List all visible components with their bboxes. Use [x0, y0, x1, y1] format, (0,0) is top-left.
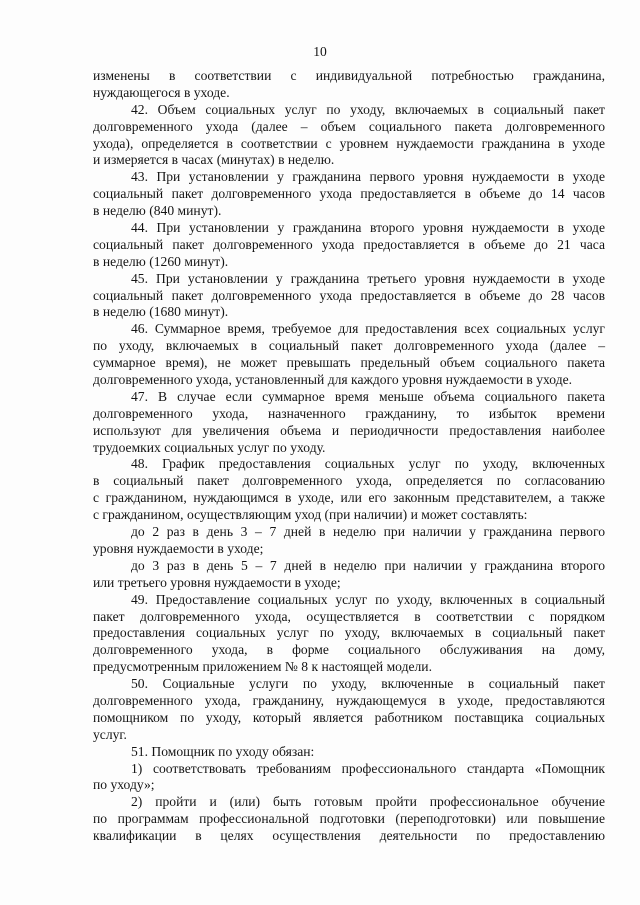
paragraph-line: и измеряется в часах (минутах) в неделю.	[93, 152, 335, 168]
paragraph-line: в неделю (840 минут).	[93, 203, 222, 219]
paragraph-line: 45. При установлении у гражданина третьего уровня нуждаемости в уходе	[131, 270, 605, 286]
paragraph-line: долговременного ухода, гражданину, нуждающемуся в уходе, предоставляются	[93, 692, 605, 708]
paragraph-line: долговременного ухода, назначенного гражданину, то избыток времени	[93, 405, 605, 421]
paragraph-line: помощником по уходу, который является работником поставщика социальных	[93, 709, 605, 725]
paragraph-47	[93, 389, 605, 457]
schedule-item-level-2-3	[93, 558, 605, 592]
paragraph-line: в неделю (1680 минут).	[93, 304, 229, 320]
paragraph-line: 48. График предоставления социальных услуг по уходу, включенных	[131, 456, 605, 472]
paragraph-line: 2) пройти и (или) быть готовым пройти профессиональное обучение	[131, 794, 605, 810]
duty-item-1	[93, 761, 605, 795]
paragraph-line: изменены в соответствии с индивидуальной потребностью гражданина,	[93, 68, 605, 83]
paragraph-line: с гражданином, осуществляющим уход (при наличии) и может составлять:	[93, 507, 528, 523]
paragraph-line: используют для увеличения объема и периодичности предоставления наиболее	[93, 422, 605, 438]
paragraph-line: нуждающегося в уходе.	[93, 84, 230, 100]
paragraph-line: по программам профессиональной подготовки (переподготовки) или повышение	[93, 811, 605, 827]
paragraph-line: ухода), определяется в соответствии с уровнем нуждаемости гражданина в уходе	[93, 135, 605, 151]
paragraph-line: 42. Объем социальных услуг по уходу, включаемых в социальный пакет	[131, 101, 605, 117]
paragraph-51	[93, 744, 605, 761]
paragraph-line: до 2 раз в день 3 – 7 дней в неделю при наличии у гражданина первого	[131, 524, 605, 540]
page-number: 10	[313, 44, 327, 59]
paragraph-line: 1) соответствовать требованиям профессионального стандарта «Помощник	[131, 760, 605, 776]
paragraph-42	[93, 102, 605, 170]
paragraph-45	[93, 271, 605, 322]
paragraph-44	[93, 220, 605, 271]
paragraph-line: по уходу»;	[93, 777, 155, 793]
paragraph-line: услуг.	[93, 726, 127, 742]
paragraph-line: долговременного ухода, установленный для каждого уровня нуждаемости в уходе.	[93, 372, 573, 388]
duty-item-2	[93, 794, 605, 845]
paragraph-line: социальный пакет долговременного ухода предоставляется в объеме до 14 часов	[93, 186, 605, 202]
paragraph-46	[93, 321, 605, 389]
paragraph-line: трудоемких социальных услуг по уходу.	[93, 439, 326, 455]
schedule-item-level-1	[93, 524, 605, 558]
paragraph-line: до 3 раз в день 5 – 7 дней в неделю при наличии у гражданина второго	[131, 557, 605, 573]
paragraph-line: социальный пакет долговременного ухода предоставляется в объеме до 21 часа	[93, 236, 605, 252]
paragraph-line: с гражданином, нуждающимся в уходе, или его законным представителем, а также	[93, 490, 605, 506]
paragraph-48	[93, 456, 605, 524]
paragraph-line: в социальный пакет долговременного ухода, определяется по согласованию	[93, 473, 605, 489]
paragraph-line: или третьего уровня нуждаемости в уходе;	[93, 574, 341, 590]
paragraph-43	[93, 169, 605, 220]
paragraph-line: квалификации в целях осуществления деятельности по предоставлению	[93, 828, 605, 844]
paragraph-line: 43. При установлении у гражданина первого уровня нуждаемости в уходе	[131, 169, 605, 185]
paragraph-line: долговременного ухода (далее – объем социального пакета долговременного	[93, 118, 605, 134]
paragraph-line: предусмотренным приложением № 8 к настоящей модели.	[93, 659, 432, 675]
paragraph-line: 46. Суммарное время, требуемое для предоставления всех социальных услуг	[131, 321, 605, 337]
paragraph-line: суммарное время), не может превышать предельный объем социального пакета	[93, 355, 605, 371]
paragraph-line: долговременного ухода, в форме социального обслуживания на дому,	[93, 642, 605, 658]
paragraph-line: 49. Предоставление социальных услуг по уходу, включенных в социальный	[131, 591, 605, 607]
paragraph-line: 51. Помощник по уходу обязан:	[131, 743, 315, 759]
paragraph-line: пакет долговременного ухода, осуществляется в соответствии с порядком	[93, 608, 605, 624]
paragraph-line: 50. Социальные услуги по уходу, включенные в социальный пакет	[131, 676, 605, 692]
paragraph-50	[93, 676, 605, 744]
paragraph-line: по уходу, включаемых в социальный пакет долговременного ухода (далее –	[93, 338, 605, 354]
paragraph-line: 44. При установлении у гражданина второго уровня нуждаемости в уходе	[131, 220, 605, 236]
paragraph-line: 47. В случае если суммарное время меньше объема социального пакета	[131, 388, 605, 404]
paragraph-line: предоставления социальных услуг по уходу, включаемых в социальный пакет	[93, 625, 605, 641]
document-body	[93, 68, 605, 845]
paragraph-line: социальный пакет долговременного ухода предоставляется в объеме до 28 часов	[93, 287, 605, 303]
paragraph-49	[93, 592, 605, 676]
paragraph-line: в неделю (1260 минут).	[93, 253, 229, 269]
paragraph-line: уровня нуждаемости в уходе;	[93, 540, 264, 556]
paragraph-continuation	[93, 68, 605, 102]
